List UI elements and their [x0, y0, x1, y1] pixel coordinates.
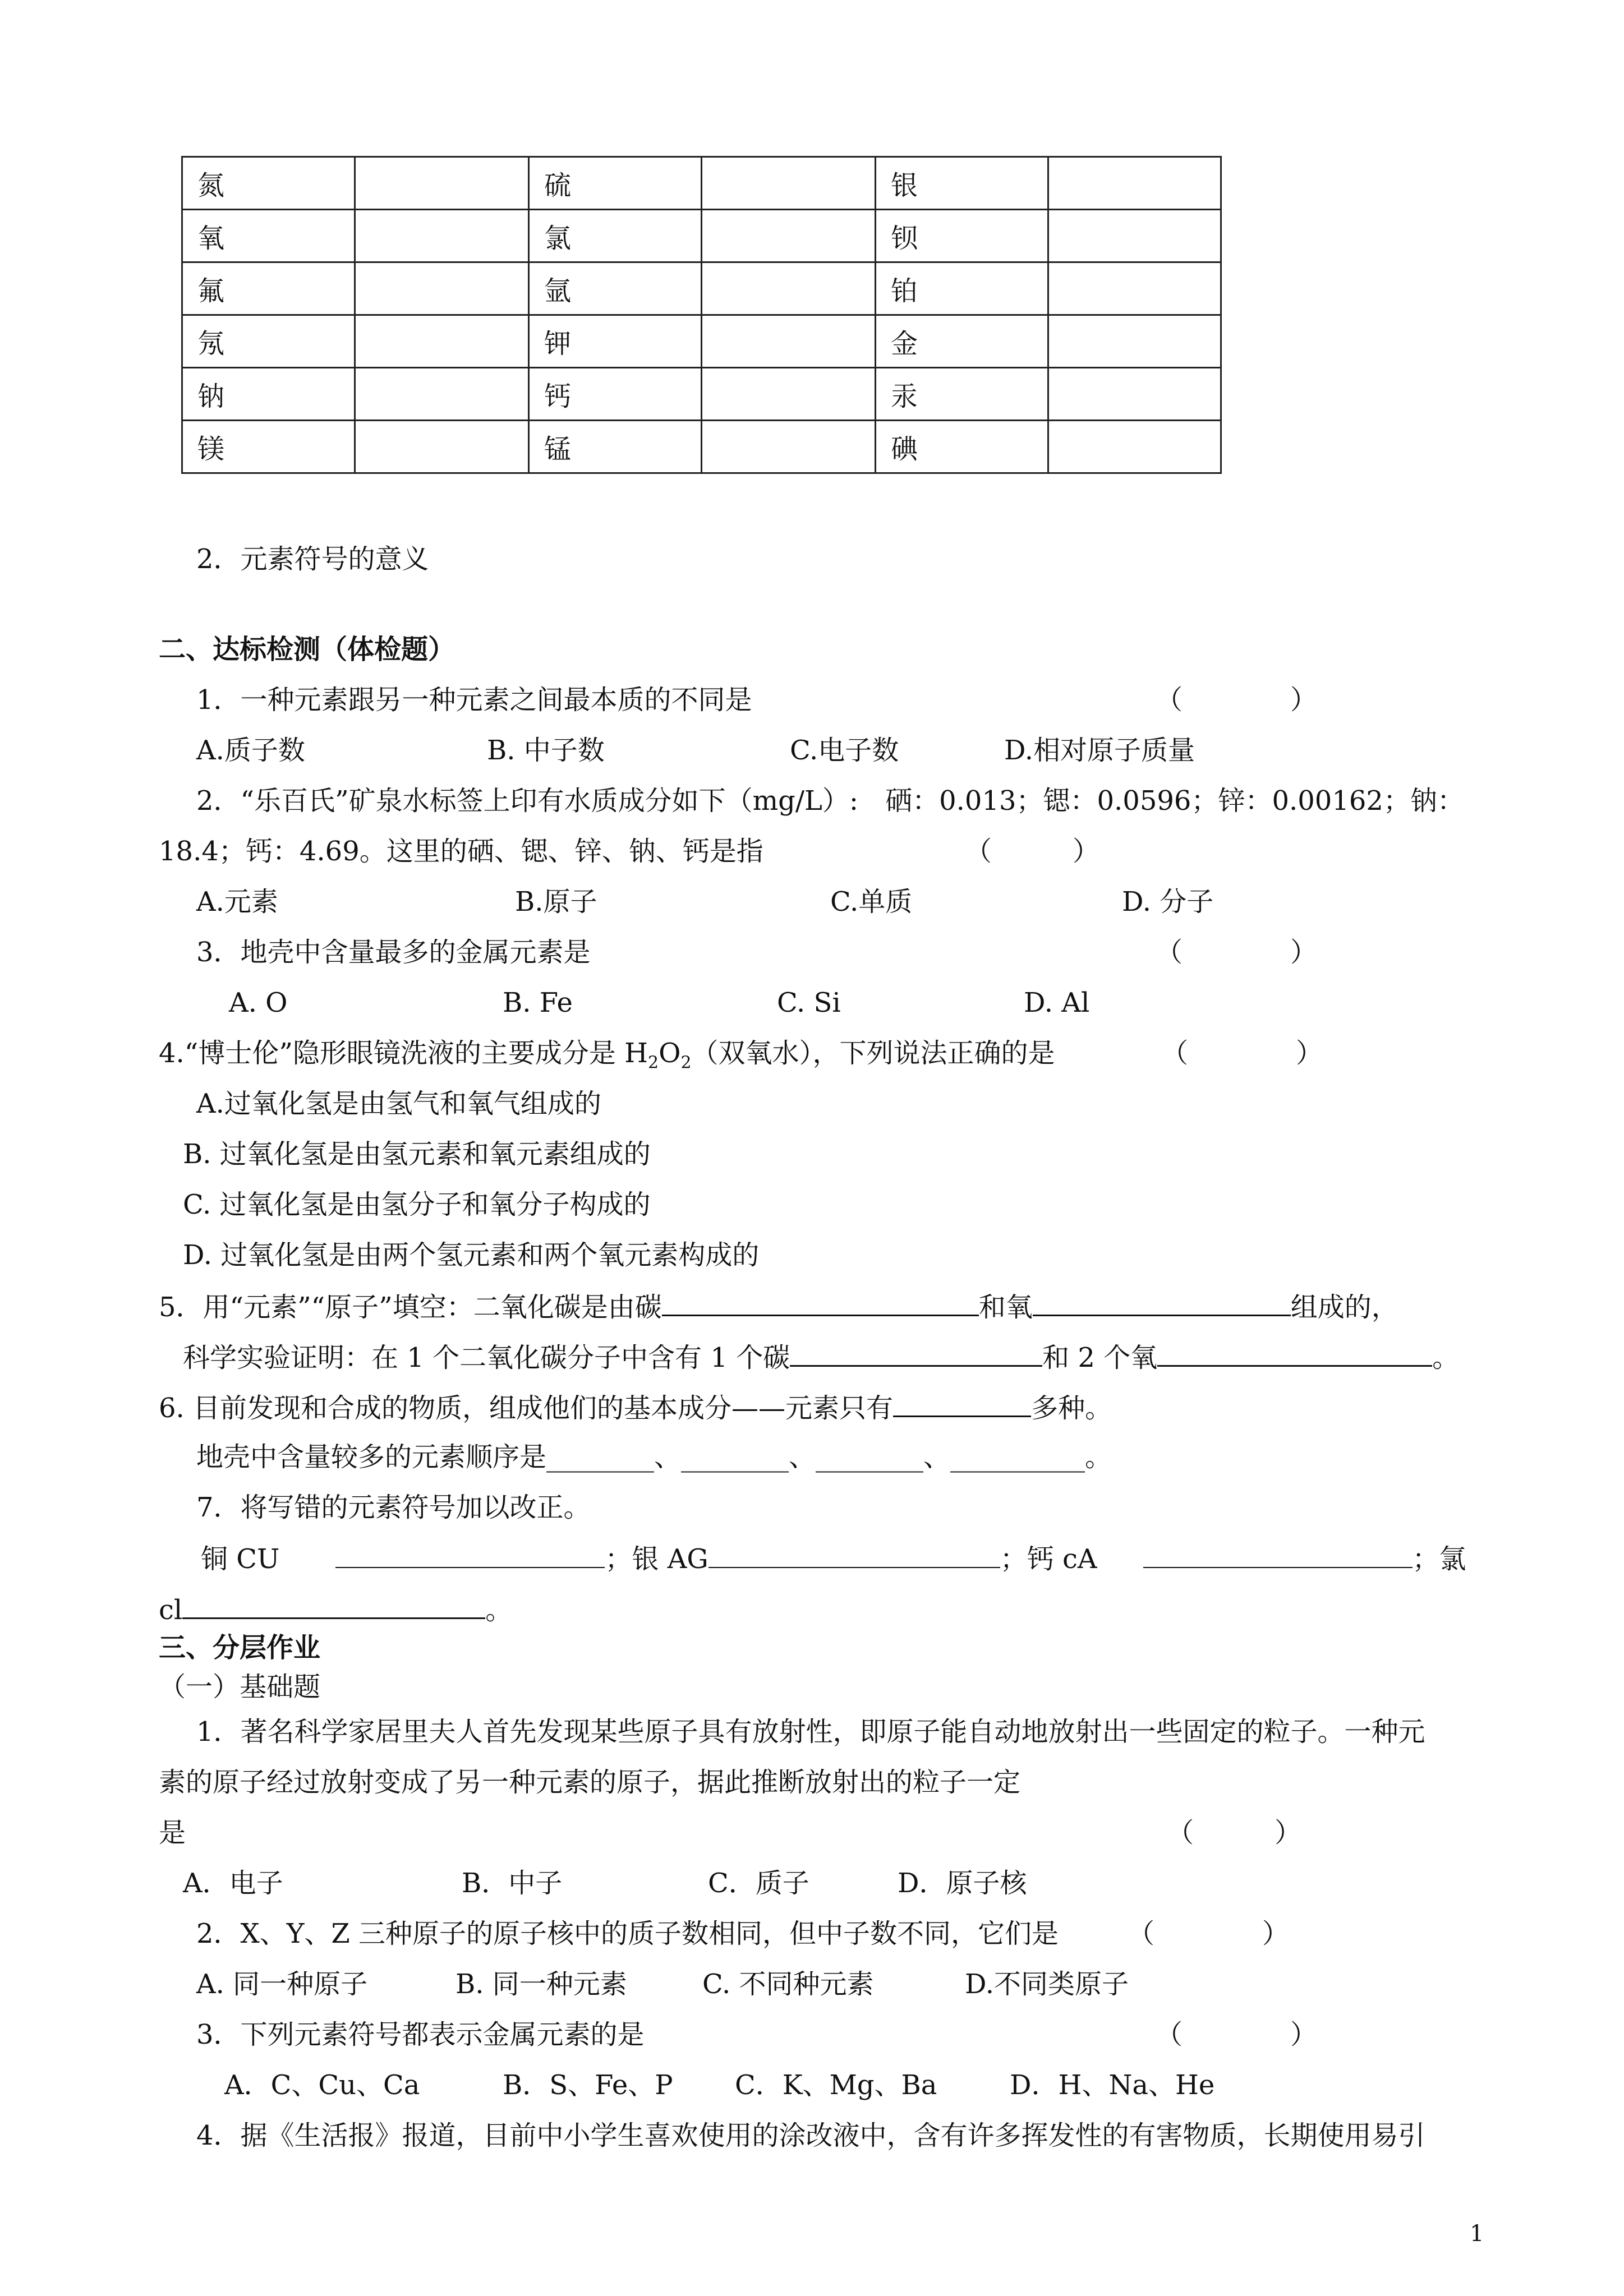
question-5-line-2: 科学实验证明：在 1 个二氧化碳分子中含有 1 个碳 和 2 个氧 。 — [183, 1339, 1459, 1375]
q7-blank-ca[interactable] — [1143, 1541, 1413, 1568]
element-symbol-answer-cell[interactable] — [355, 368, 529, 421]
section-3-heading: 三、分层作业 — [159, 1632, 321, 1663]
q6-blank-1[interactable] — [893, 1390, 1031, 1417]
q4-option-c: C. 过氧化氢是由氢分子和氧分子构成的 — [183, 1189, 651, 1220]
b3-option-d: D．H、Na、He — [1010, 2069, 1215, 2101]
element-symbol-answer-cell[interactable] — [702, 421, 876, 473]
b2-option-b: B. 同一种元素 — [456, 1968, 627, 2000]
element-name-cell: 碘 — [876, 421, 1048, 473]
q5-blank-2[interactable] — [1033, 1289, 1291, 1316]
q7-blank-cu[interactable] — [335, 1541, 605, 1568]
question-2-answer-paren: （ ） — [965, 836, 1100, 867]
basic-question-1-answer-paren: （ ） — [1167, 1817, 1302, 1848]
basic-question-1-line-1: 1．著名科学家居里夫人首先发现某些原子具有放射性，即原子能自动地放射出一些固定的粒子。一种元 — [196, 1716, 1425, 1748]
b1-option-d: D．原子核 — [898, 1868, 1027, 1899]
b2-option-a: A. 同一种原子 — [196, 1968, 368, 2000]
question-7-line-3: cl 。 — [159, 1592, 512, 1627]
element-name-cell: 汞 — [876, 368, 1048, 421]
element-symbol-answer-cell[interactable] — [1048, 262, 1221, 315]
element-name-cell: 钙 — [529, 368, 702, 421]
element-symbol-answer-cell[interactable] — [702, 368, 876, 421]
section-2-heading: 二、达标检测（体检题） — [159, 634, 456, 665]
q5-blank-4[interactable] — [1157, 1339, 1432, 1367]
question-7: 7．将写错的元素符号加以改正。 — [196, 1492, 591, 1523]
q1-option-c: C.电子数 — [790, 735, 899, 766]
element-name-cell: 氖 — [182, 315, 355, 368]
table-row — [182, 421, 1221, 473]
element-name-cell: 氯 — [529, 210, 702, 262]
element-symbol-answer-cell[interactable] — [355, 421, 529, 473]
q4-option-d: D. 过氧化氢是由两个氢元素和两个氧元素构成的 — [183, 1239, 760, 1271]
element-name-cell: 铂 — [876, 262, 1048, 315]
question-3: 3．地壳中含量最多的金属元素是 — [196, 937, 591, 968]
element-symbol-table — [181, 156, 1222, 474]
table-row — [182, 210, 1221, 262]
element-name-cell: 氩 — [529, 262, 702, 315]
question-3-answer-paren: （ ） — [1156, 937, 1318, 968]
question-1: 1．一种元素跟另一种元素之间最本质的不同是 — [196, 684, 752, 716]
q2-option-a: A.元素 — [196, 886, 278, 918]
q2-option-b: B.原子 — [515, 886, 597, 918]
question-1-answer-paren: （ ） — [1156, 684, 1318, 716]
basic-question-4: 4．据《生活报》报道，目前中小学生喜欢使用的涂改液中，含有许多挥发性的有害物质，长期使用易引 — [196, 2120, 1425, 2151]
question-5-line-1: 5．用“元素”“原子”填空：二氧化碳是由碳 和氧 组成的， — [159, 1289, 1398, 1324]
question-2-line-1: 2．“乐百氏”矿泉水标签上印有水质成分如下（mg/L）: 硒：0.013；锶：0.0596；锌：0.00162；钠： — [196, 785, 1464, 817]
element-symbol-answer-cell[interactable] — [1048, 421, 1221, 473]
b1-option-c: C．质子 — [708, 1868, 809, 1899]
element-name-cell: 钠 — [182, 368, 355, 421]
element-name-cell: 钡 — [876, 210, 1048, 262]
b2-option-d: D.不同类原子 — [965, 1968, 1129, 2000]
element-symbol-answer-cell[interactable] — [355, 210, 529, 262]
q7-blank-ag[interactable] — [709, 1541, 1000, 1568]
q1-option-a: A.质子数 — [196, 735, 305, 766]
element-name-cell: 锰 — [529, 421, 702, 473]
question-2-line-2: 18.4；钙：4.69。这里的硒、锶、锌、钠、钙是指 — [159, 836, 763, 867]
symbol-meaning-heading: 2．元素符号的意义 — [196, 543, 429, 575]
question-6-line-2: 地壳中含量较多的元素顺序是________、________、________、__________。 — [196, 1441, 1112, 1473]
element-name-cell: 金 — [876, 315, 1048, 368]
element-symbol-answer-cell[interactable] — [702, 262, 876, 315]
basic-question-2: 2．X、Y、Z 三种原子的原子核中的质子数相同，但中子数不同，它们是 — [196, 1918, 1059, 1949]
element-symbol-answer-cell[interactable] — [1048, 368, 1221, 421]
element-name-cell: 银 — [876, 157, 1048, 210]
element-symbol-answer-cell[interactable] — [355, 315, 529, 368]
b3-option-a: A．C、Cu、Ca — [224, 2069, 420, 2101]
q1-option-b: B. 中子数 — [487, 735, 605, 766]
b1-option-a: A．电子 — [183, 1868, 283, 1899]
table-row — [182, 157, 1221, 210]
basic-question-3-answer-paren: （ ） — [1156, 2019, 1318, 2050]
q3-option-b: B. Fe — [503, 987, 573, 1018]
question-6-line-1: 6. 目前发现和合成的物质，组成他们的基本成分——元素只有 多种。 — [159, 1390, 1112, 1425]
basic-questions-heading: （一）基础题 — [159, 1671, 321, 1703]
page-number: 1 — [1470, 2221, 1484, 2247]
element-symbol-answer-cell[interactable] — [1048, 315, 1221, 368]
basic-question-1-line-3: 是 — [159, 1817, 186, 1848]
element-name-cell: 硫 — [529, 157, 702, 210]
q3-option-c: C. Si — [777, 987, 841, 1018]
q4-option-a: A.过氧化氢是由氢气和氧气组成的 — [196, 1088, 601, 1119]
element-name-cell: 氮 — [182, 157, 355, 210]
question-4: 4.“博士伦”隐形眼镜洗液的主要成分是 $H_2O_2$（双氧水），下列说法正确的是 — [159, 1038, 1055, 1073]
element-symbol-answer-cell[interactable] — [1048, 157, 1221, 210]
q2-option-d: D. 分子 — [1122, 886, 1214, 918]
element-name-cell: 氟 — [182, 262, 355, 315]
element-name-cell: 镁 — [182, 421, 355, 473]
table-row — [182, 368, 1221, 421]
element-symbol-answer-cell[interactable] — [1048, 210, 1221, 262]
basic-question-3: 3．下列元素符号都表示金属元素的是 — [196, 2019, 645, 2050]
element-name-cell: 钾 — [529, 315, 702, 368]
b3-option-b: B．S、Fe、P — [503, 2069, 673, 2101]
element-symbol-answer-cell[interactable] — [355, 262, 529, 315]
question-4-answer-paren: （ ） — [1161, 1038, 1323, 1069]
q4-option-b: B. 过氧化氢是由氢元素和氧元素组成的 — [183, 1138, 651, 1170]
q3-option-d: D. Al — [1024, 987, 1090, 1018]
basic-question-1-line-2: 素的原子经过放射变成了另一种元素的原子，据此推断放射出的粒子一定 — [159, 1767, 1021, 1798]
q7-blank-cl[interactable] — [182, 1592, 485, 1619]
element-symbol-answer-cell[interactable] — [702, 210, 876, 262]
basic-question-2-answer-paren: （ ） — [1128, 1918, 1290, 1949]
q5-blank-3[interactable] — [790, 1339, 1042, 1367]
b3-option-c: C．K、Mg、Ba — [735, 2069, 937, 2101]
q5-blank-1[interactable] — [662, 1289, 979, 1316]
q1-option-d: D.相对原子质量 — [1004, 735, 1195, 766]
b1-option-b: B．中子 — [462, 1868, 563, 1899]
q2-option-c: C.单质 — [830, 886, 913, 918]
question-7-line-2: 铜 CU ；银 AG ；钙 cA ；氯 — [201, 1541, 1466, 1576]
element-symbol-answer-cell[interactable] — [702, 315, 876, 368]
element-name-cell: 氧 — [182, 210, 355, 262]
table-row — [182, 262, 1221, 315]
element-symbol-answer-cell[interactable] — [355, 157, 529, 210]
b2-option-c: C. 不同种元素 — [702, 1968, 874, 2000]
table-row — [182, 315, 1221, 368]
q3-option-a: A. O — [229, 987, 288, 1018]
element-symbol-answer-cell[interactable] — [702, 157, 876, 210]
